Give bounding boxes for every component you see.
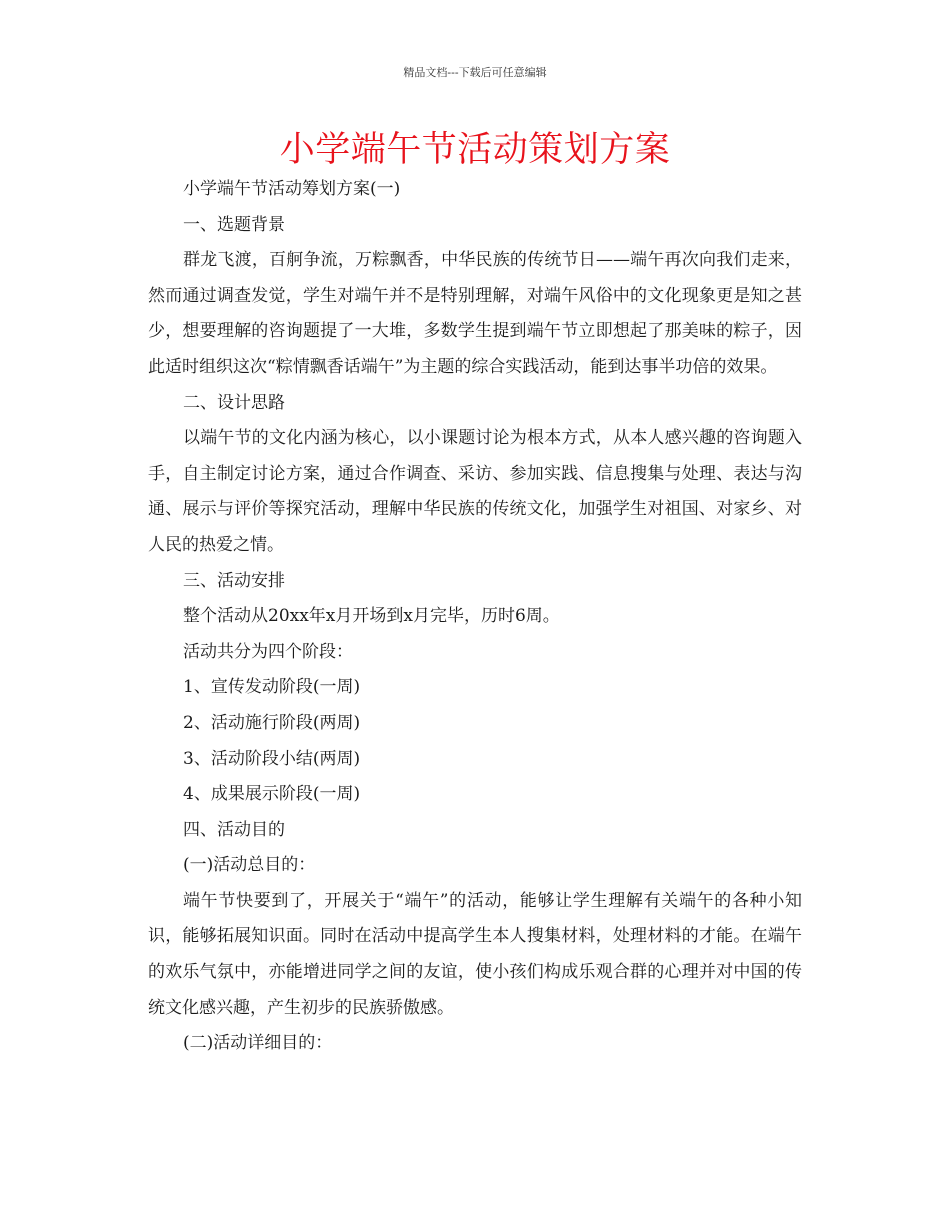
- document-title: 小学端午节活动策划方案: [279, 130, 671, 170]
- sub-heading: (一)活动总目的：: [183, 855, 316, 876]
- list-item: 1、宣传发动阶段(一周): [183, 677, 361, 698]
- paragraph: 整个活动从20xx年x月开场到x月完毕，历时6周。: [183, 606, 560, 627]
- document-body: [148, 172, 802, 1062]
- paragraph: 活动共分为四个阶段：: [183, 641, 353, 662]
- paragraph: 以端午节的文化内涵为核心，以小课题讨论为根本方式，从本人感兴趣的咨询题入手，自主制定讨论方案，通过合作调查、采访、参加实践、信息搜集与处理、表达与沟通、展示与评价等探究活动，理解中华民族的传统文化，加强学生对祖国、对家乡、对人民的热爱之情。: [148, 428, 802, 555]
- subtitle: 小学端午节活动筹划方案(一): [183, 179, 401, 199]
- list-item: 2、活动施行阶段(两周): [183, 712, 361, 733]
- list-item: 3、活动阶段小结(两周): [183, 748, 361, 769]
- section-heading: 一、选题背景: [183, 214, 285, 235]
- page-header: 精品文档---下载后可任意编辑: [403, 66, 547, 79]
- section-heading: 四、活动目的: [183, 819, 285, 840]
- list-item: 4、成果展示阶段(一周): [183, 784, 361, 805]
- paragraph: 端午节快要到了，开展关于“端午”的活动，能够让学生理解有关端午的各种小知识，能够拓展知识面。同时在活动中提高学生本人搜集材料，处理材料的才能。在端午的欢乐气氛中，亦能增进同学之间的友谊，使小孩们构成乐观合群的心理并对中国的传统文化感兴趣，产生初步的民族骄傲感。: [148, 890, 802, 1018]
- section-heading: 三、活动安排: [183, 570, 285, 591]
- section-heading: 二、设计思路: [183, 392, 285, 413]
- paragraph: 群龙飞渡，百舸争流，万粽飘香，中华民族的传统节日——端午再次向我们走来，然而通过调查发觉，学生对端午并不是特别理解，对端午风俗中的文化现象更是知之甚少，想要理解的咨询题提了一大堆，多数学生提到端午节立即想起了那美味的粽子，因此适时组织这次“粽情飘香话端午”为主题的综合实践活动，能到达事半功倍的效果。: [148, 250, 802, 377]
- sub-heading: (二)活动详细目的：: [183, 1033, 333, 1054]
